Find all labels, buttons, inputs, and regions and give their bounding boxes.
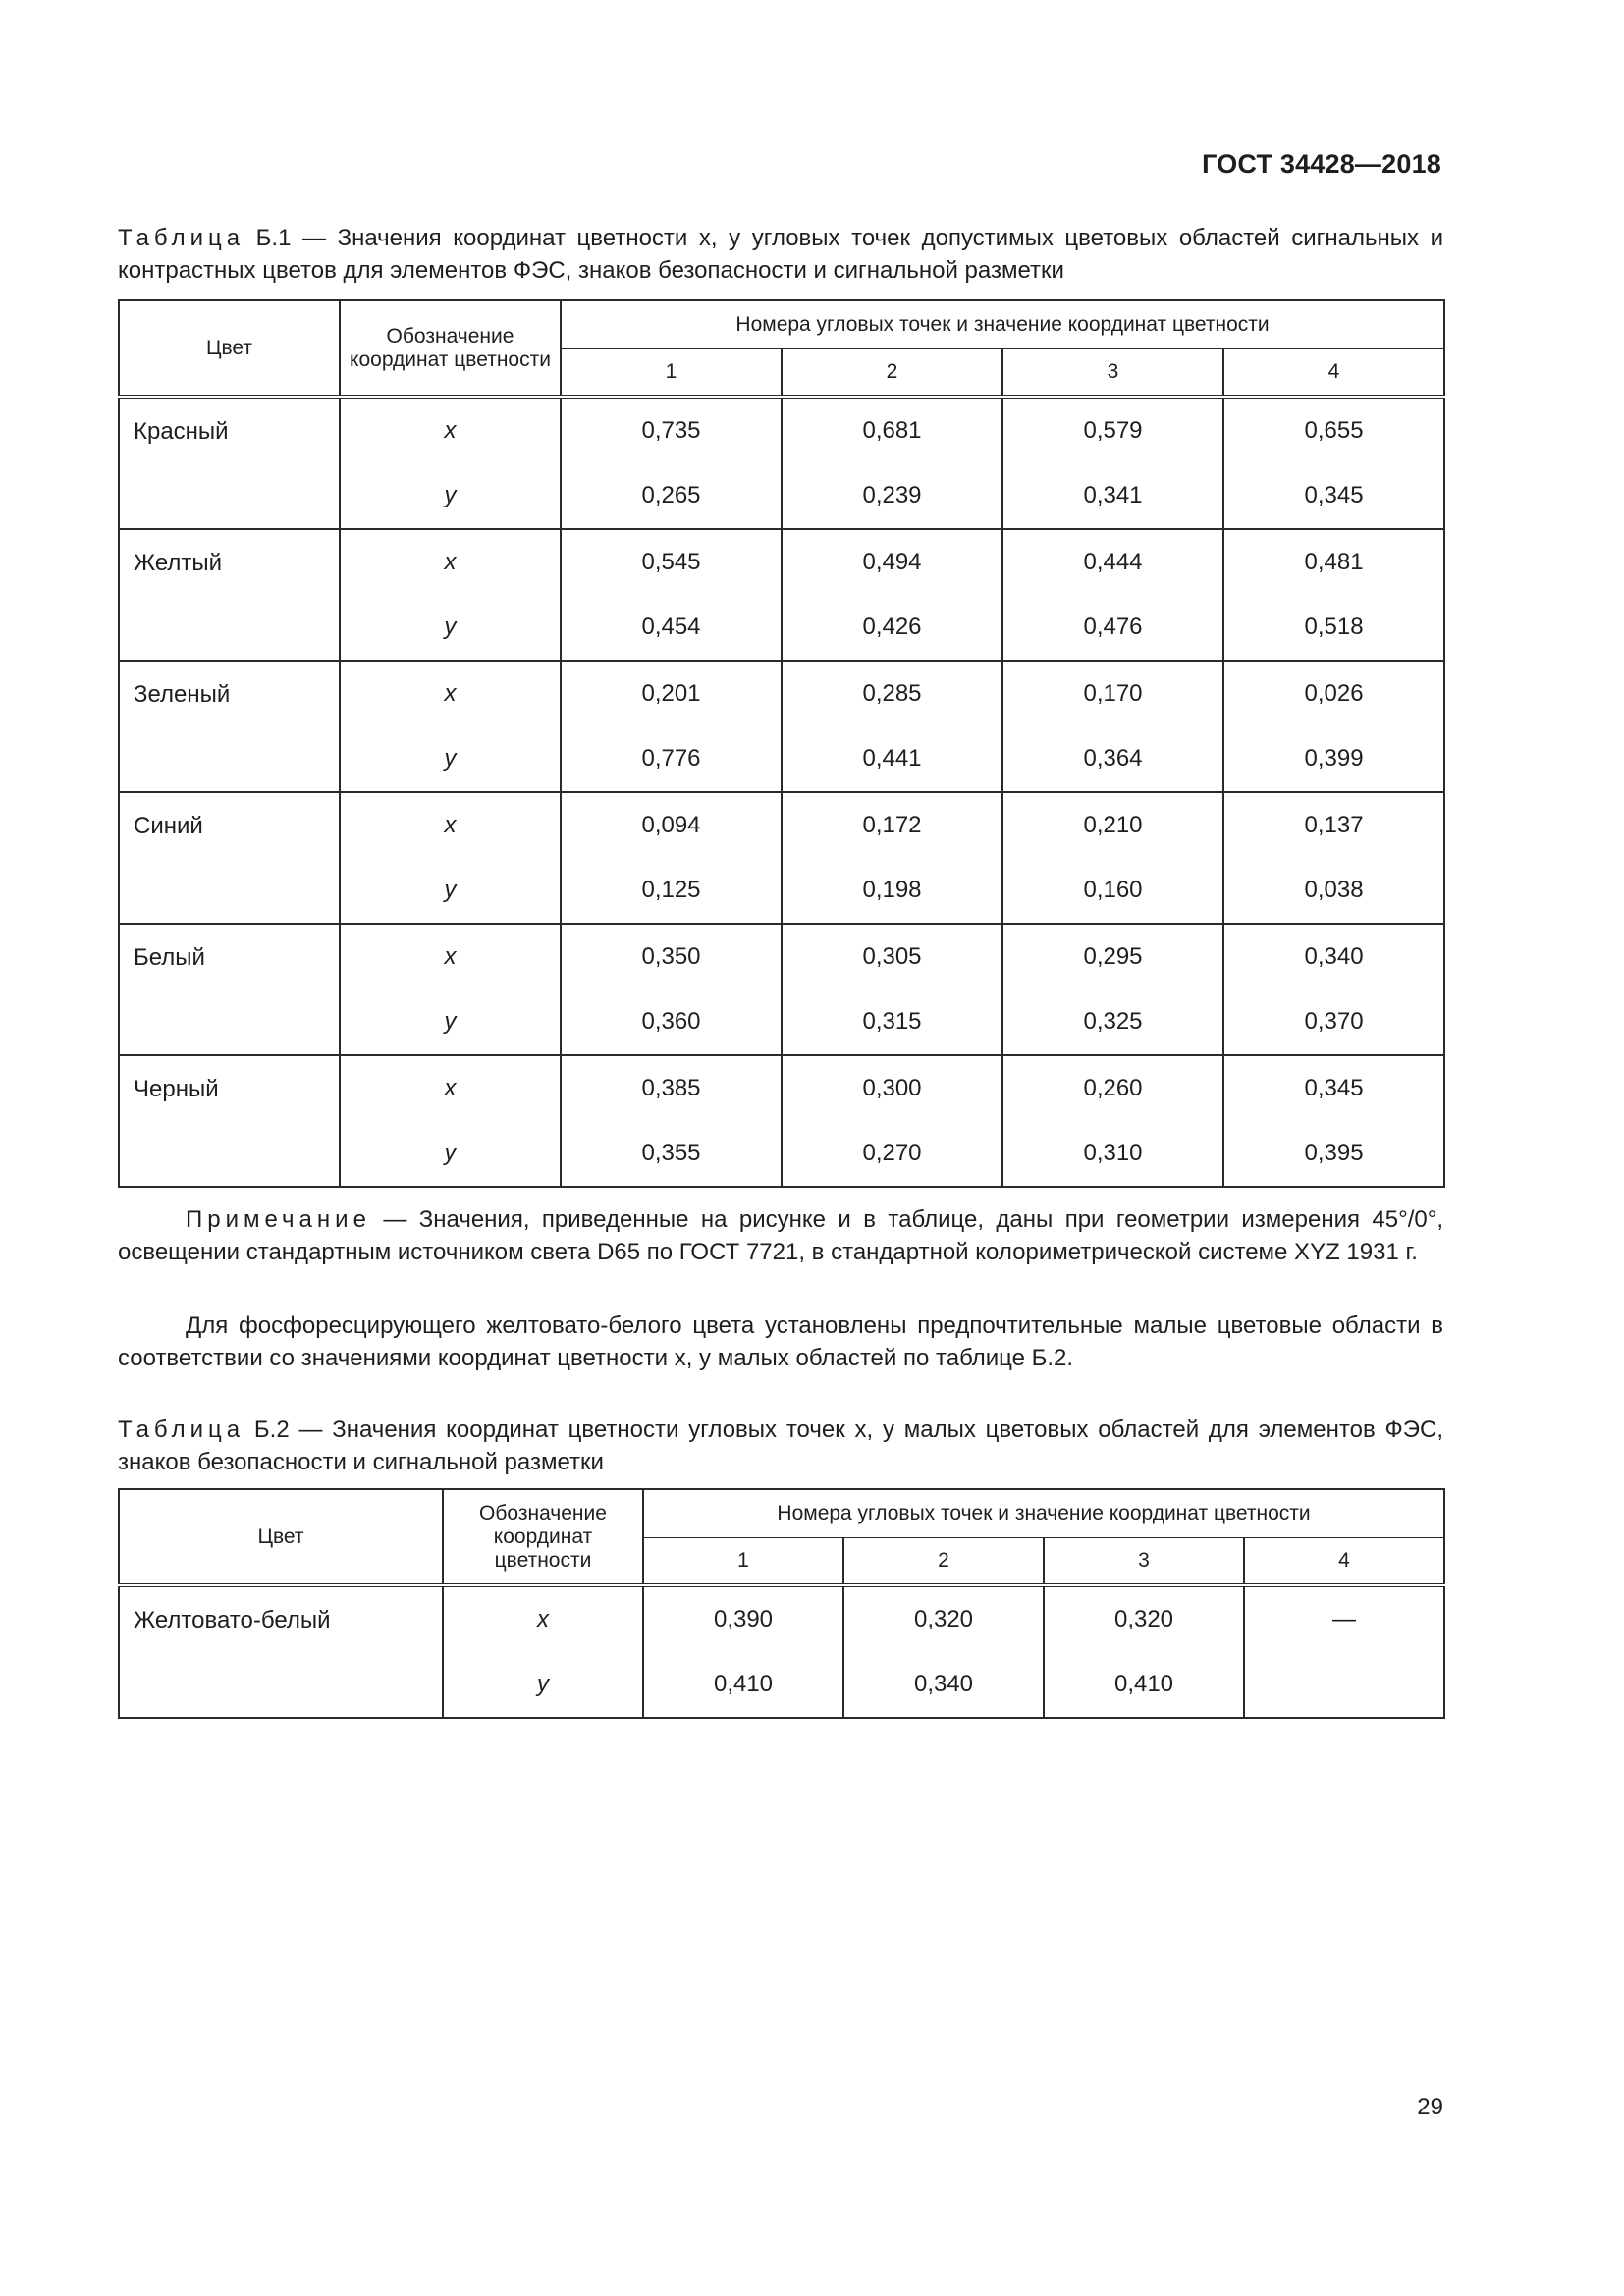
value-cell: 0,390: [643, 1585, 843, 1652]
table-row: [119, 924, 1444, 989]
value-cell: 0,410: [643, 1652, 843, 1718]
table1-header-coord: Обозначение координат цветности: [340, 300, 561, 397]
color-name-cell: Желтовато-белый: [119, 1585, 443, 1718]
value-cell: 0,441: [782, 726, 1002, 792]
value-cell: 0,735: [561, 397, 782, 463]
document-code: ГОСТ 34428—2018: [1202, 149, 1441, 179]
table2-caption-text: Б.2 — Значения координат цветности угловых точек x, y малых цветовых областей для элементов ФЭС, знаков безопасности и сигнальной разметки: [118, 1416, 1443, 1475]
value-cell: 0,410: [1044, 1652, 1244, 1718]
coord-label-cell: x: [340, 529, 561, 595]
table1-header-point-1: 1: [561, 349, 782, 398]
value-cell: 0,370: [1223, 989, 1444, 1055]
table2: [118, 1488, 1445, 1719]
table1-caption-text: Б.1 — Значения координат цветности x, y угловых точек допустимых цветовых областей сигнальных и контрастных цветов для элементов ФЭС, знаков безопасности и сигнальной разметки: [118, 225, 1443, 284]
value-cell: [1244, 1652, 1444, 1718]
value-cell: 0,315: [782, 989, 1002, 1055]
value-cell: 0,345: [1223, 1055, 1444, 1121]
value-cell: 0,125: [561, 858, 782, 924]
value-cell: 0,385: [561, 1055, 782, 1121]
value-cell: 0,340: [1223, 924, 1444, 989]
table1: [118, 299, 1445, 1188]
value-cell: 0,320: [1044, 1585, 1244, 1652]
value-cell: 0,476: [1002, 595, 1223, 661]
table1-caption-label: Таблица: [118, 225, 245, 251]
value-cell: 0,355: [561, 1121, 782, 1187]
table2-header-point-1: 1: [643, 1538, 843, 1586]
coord-label-cell: y: [340, 858, 561, 924]
coord-label-cell: x: [340, 924, 561, 989]
value-cell: 0,172: [782, 792, 1002, 858]
value-cell: 0,399: [1223, 726, 1444, 792]
value-cell: 0,201: [561, 661, 782, 726]
value-cell: 0,350: [561, 924, 782, 989]
value-cell: 0,364: [1002, 726, 1223, 792]
value-cell: 0,137: [1223, 792, 1444, 858]
color-name-cell: Желтый: [119, 529, 340, 661]
coord-label-cell: y: [340, 1121, 561, 1187]
color-name-cell: Черный: [119, 1055, 340, 1187]
value-cell: 0,341: [1002, 463, 1223, 529]
value-cell: 0,325: [1002, 989, 1223, 1055]
table-row: [119, 529, 1444, 595]
coord-label-cell: x: [340, 792, 561, 858]
table-row: [119, 792, 1444, 858]
table-row: [119, 397, 1444, 463]
table2-header-point-4: 4: [1244, 1538, 1444, 1586]
value-cell: 0,518: [1223, 595, 1444, 661]
body-paragraph: Для фосфоресцирующего желтовато-белого цвета установлены предпочтительные малые цветовые области в соответствии со значениями координат цветности x, y малых областей по таблице Б.2.: [118, 1312, 1443, 1371]
table2-header-point-3: 3: [1044, 1538, 1244, 1586]
table2-caption-label: Таблица: [118, 1416, 245, 1443]
value-cell: 0,345: [1223, 463, 1444, 529]
value-cell: 0,260: [1002, 1055, 1223, 1121]
value-cell: 0,494: [782, 529, 1002, 595]
coord-label-cell: y: [340, 595, 561, 661]
value-cell: 0,160: [1002, 858, 1223, 924]
value-cell: —: [1244, 1585, 1444, 1652]
value-cell: 0,170: [1002, 661, 1223, 726]
value-cell: 0,481: [1223, 529, 1444, 595]
table-row: [119, 1055, 1444, 1121]
coord-label-cell: x: [340, 1055, 561, 1121]
table1-header-color: Цвет: [119, 300, 340, 397]
value-cell: 0,444: [1002, 529, 1223, 595]
value-cell: 0,038: [1223, 858, 1444, 924]
table-note: [118, 1203, 1443, 1268]
table-row: [119, 661, 1444, 726]
value-cell: 0,295: [1002, 924, 1223, 989]
coord-label-cell: y: [443, 1652, 643, 1718]
table2-caption: [118, 1414, 1443, 1478]
note-text: — Значения, приведенные на рисунке и в таблице, даны при геометрии измерения 45°/0°, освещении стандартным источником света D65 по ГОСТ 7721, в стандартной колориметрической системе XYZ 1931 г.: [118, 1206, 1443, 1265]
table2-header-color: Цвет: [119, 1489, 443, 1585]
coord-label-cell: y: [340, 726, 561, 792]
value-cell: 0,320: [843, 1585, 1044, 1652]
value-cell: 0,395: [1223, 1121, 1444, 1187]
table1-header-point-2: 2: [782, 349, 1002, 398]
table1-header-point-4: 4: [1223, 349, 1444, 398]
value-cell: 0,270: [782, 1121, 1002, 1187]
table1-caption: [118, 222, 1443, 287]
table-row: [119, 1585, 1444, 1652]
value-cell: 0,300: [782, 1055, 1002, 1121]
table1-header-point-3: 3: [1002, 349, 1223, 398]
table2-header-coord: Обозначение координат цветности: [443, 1489, 643, 1585]
coord-label-cell: x: [443, 1585, 643, 1652]
coord-label-cell: x: [340, 661, 561, 726]
value-cell: 0,454: [561, 595, 782, 661]
coord-label-cell: y: [340, 463, 561, 529]
page-number: 29: [1417, 2094, 1443, 2120]
color-name-cell: Синий: [119, 792, 340, 924]
value-cell: 0,681: [782, 397, 1002, 463]
value-cell: 0,198: [782, 858, 1002, 924]
color-name-cell: Зеленый: [119, 661, 340, 792]
color-name-cell: Белый: [119, 924, 340, 1055]
table1-header-points: Номера угловых точек и значение координат цветности: [561, 300, 1444, 349]
value-cell: 0,426: [782, 595, 1002, 661]
value-cell: 0,239: [782, 463, 1002, 529]
value-cell: 0,265: [561, 463, 782, 529]
value-cell: 0,655: [1223, 397, 1444, 463]
value-cell: 0,310: [1002, 1121, 1223, 1187]
value-cell: 0,305: [782, 924, 1002, 989]
value-cell: 0,360: [561, 989, 782, 1055]
value-cell: 0,579: [1002, 397, 1223, 463]
value-cell: 0,340: [843, 1652, 1044, 1718]
note-label: Примечание: [186, 1206, 371, 1233]
value-cell: 0,776: [561, 726, 782, 792]
value-cell: 0,210: [1002, 792, 1223, 858]
table2-header-point-2: 2: [843, 1538, 1044, 1586]
coord-label-cell: y: [340, 989, 561, 1055]
value-cell: 0,026: [1223, 661, 1444, 726]
value-cell: 0,545: [561, 529, 782, 595]
table2-header-points: Номера угловых точек и значение координат цветности: [643, 1489, 1444, 1538]
coord-label-cell: x: [340, 397, 561, 463]
value-cell: 0,285: [782, 661, 1002, 726]
value-cell: 0,094: [561, 792, 782, 858]
color-name-cell: Красный: [119, 397, 340, 529]
